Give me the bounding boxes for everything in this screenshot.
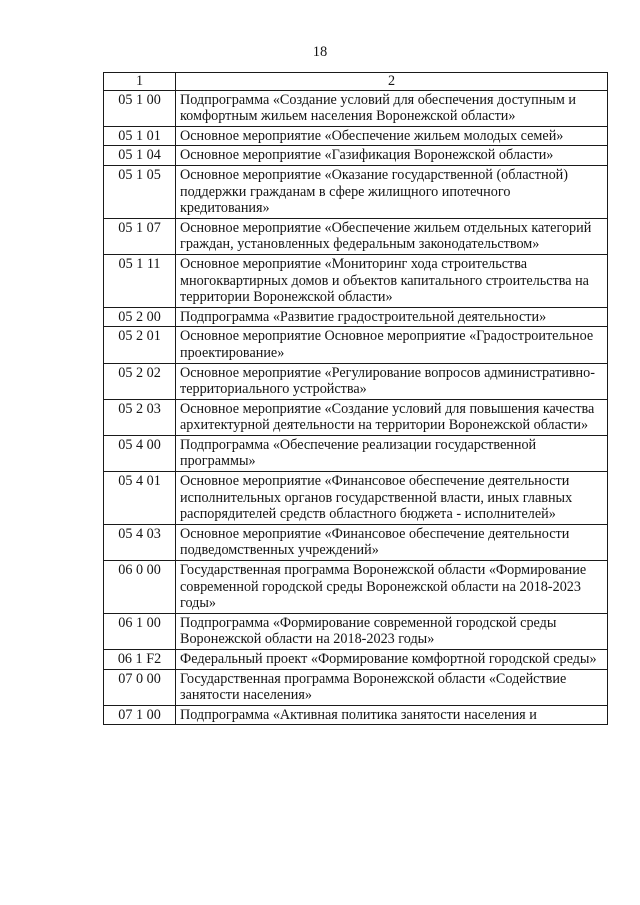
table-row <box>104 650 608 670</box>
row-description: Федеральный проект «Формирование комфортной городской среды» <box>176 650 608 670</box>
row-description: Основное мероприятие «Мониторинг хода строительства многоквартирных домов и объектов капитального строительства на территории Воронежской области» <box>176 254 608 307</box>
table-row <box>104 705 608 725</box>
row-code: 05 4 01 <box>104 472 176 525</box>
table-row <box>104 126 608 146</box>
row-code: 05 1 07 <box>104 218 176 254</box>
row-code: 05 1 04 <box>104 146 176 166</box>
table-row <box>104 613 608 649</box>
table-body <box>104 90 608 725</box>
row-description: Основное мероприятие «Газификация Воронежской области» <box>176 146 608 166</box>
page-number: 18 <box>312 44 328 60</box>
row-code: 05 2 03 <box>104 399 176 435</box>
row-code: 05 4 03 <box>104 524 176 560</box>
row-description: Государственная программа Воронежской области «Формирование современной городской среды Воронежской области на 2018-2023 годы» <box>176 561 608 614</box>
table-row <box>104 218 608 254</box>
column-header-description: 2 <box>176 73 608 91</box>
row-code: 06 1 00 <box>104 613 176 649</box>
row-code: 06 0 00 <box>104 561 176 614</box>
table-row <box>104 524 608 560</box>
table-row <box>104 363 608 399</box>
row-code: 06 1 F2 <box>104 650 176 670</box>
row-description: Подпрограмма «Формирование современной городской среды Воронежской области на 2018-2023 годы» <box>176 613 608 649</box>
table-row <box>104 146 608 166</box>
row-code: 07 1 00 <box>104 705 176 725</box>
row-description: Основное мероприятие «Регулирование вопросов административно-территориального устройства» <box>176 363 608 399</box>
row-description: Основное мероприятие «Обеспечение жильем молодых семей» <box>176 126 608 146</box>
row-description: Подпрограмма «Развитие градостроительной деятельности» <box>176 307 608 327</box>
row-code: 05 4 00 <box>104 435 176 471</box>
table-row <box>104 254 608 307</box>
row-description: Основное мероприятие «Создание условий для повышения качества архитектурной деятельности на территории Воронежской области» <box>176 399 608 435</box>
row-description: Основное мероприятие Основное мероприятие «Градостроительное проектирование» <box>176 327 608 363</box>
row-code: 05 2 02 <box>104 363 176 399</box>
row-code: 05 2 00 <box>104 307 176 327</box>
table-row <box>104 165 608 218</box>
row-code: 05 2 01 <box>104 327 176 363</box>
table-row <box>104 472 608 525</box>
budget-codes-table <box>103 72 608 725</box>
row-description: Государственная программа Воронежской области «Содействие занятости населения» <box>176 669 608 705</box>
table-row <box>104 90 608 126</box>
table-row <box>104 669 608 705</box>
row-code: 05 1 00 <box>104 90 176 126</box>
row-code: 05 1 11 <box>104 254 176 307</box>
row-description: Подпрограмма «Активная политика занятости населения и <box>176 705 608 725</box>
table-header-row <box>104 73 608 91</box>
row-code: 07 0 00 <box>104 669 176 705</box>
row-description: Подпрограмма «Обеспечение реализации государственной программы» <box>176 435 608 471</box>
table-row <box>104 399 608 435</box>
row-description: Основное мероприятие «Оказание государственной (областной) поддержки гражданам в сфере жилищного ипотечного кредитования» <box>176 165 608 218</box>
table-row <box>104 435 608 471</box>
table-row <box>104 561 608 614</box>
row-description: Основное мероприятие «Финансовое обеспечение деятельности исполнительных органов государственной власти, иных главных распорядителей средств областного бюджета - исполнителей» <box>176 472 608 525</box>
row-description: Подпрограмма «Создание условий для обеспечения доступным и комфортным жильем населения Воронежской области» <box>176 90 608 126</box>
row-description: Основное мероприятие «Обеспечение жильем отдельных категорий граждан, установленных федеральным законодательством» <box>176 218 608 254</box>
table-row <box>104 327 608 363</box>
row-code: 05 1 05 <box>104 165 176 218</box>
row-code: 05 1 01 <box>104 126 176 146</box>
column-header-code: 1 <box>104 73 176 91</box>
row-description: Основное мероприятие «Финансовое обеспечение деятельности подведомственных учреждений» <box>176 524 608 560</box>
table-row <box>104 307 608 327</box>
